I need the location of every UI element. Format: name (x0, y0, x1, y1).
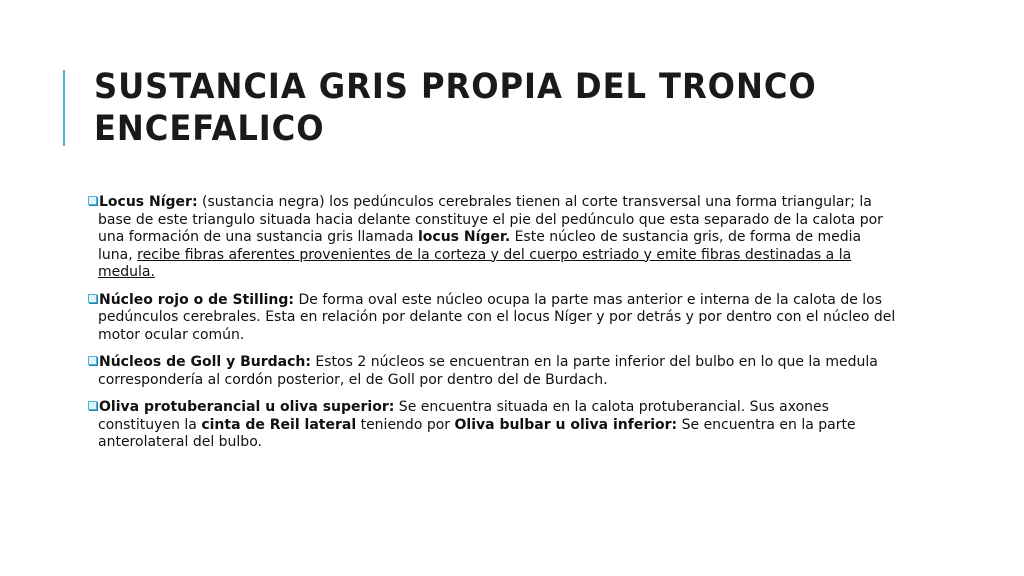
checkbox-square-icon (88, 401, 97, 410)
list-item-nucleo-rojo (88, 292, 898, 345)
item-underlined-text: recibe fibras aferentes provenientes de la corteza y del cuerpo estriado y emite fibras destinadas a la medula. (98, 246, 852, 280)
list-item-oliva (88, 399, 898, 452)
item-text: De forma oval este núcleo ocupa la parte mas anterior e interna de la calota de los pedúnculos cerebrales. Esta en relación por delante con el locus Níger y por detrás y por dentro con el núcleo del motor ocular común. (98, 291, 896, 343)
item-heading: Oliva protuberancial u oliva superior: (99, 399, 395, 415)
item-heading: Núcleo rojo o de Stilling: (99, 291, 295, 308)
item-text: Estos 2 núcleos se encuentran en la parte inferior del bulbo en lo que la medula correspondería al cordón posterior, el de Goll por dentro del de Burdach. (98, 354, 878, 388)
item-text: (sustancia negra) los pedúnculos cerebrales tienen al corte transversal una forma triangular; la base de este triangulo situada hacia delante constituye el pie del pedúnculo que esta separado de la calota por una formación de una sustancia gris llamada (98, 194, 883, 245)
checkbox-square-icon (88, 294, 97, 303)
item-bold-term: Oliva bulbar u oliva inferior: (454, 416, 678, 433)
slide-content (88, 194, 898, 462)
item-text: Este núcleo de sustancia gris, de forma de media luna, (98, 229, 862, 263)
item-bold-term: locus Níger. (417, 229, 511, 245)
title-accent-bar (63, 70, 65, 146)
item-bold-term: cinta de Reil lateral (201, 416, 357, 433)
item-text: teniendo por (356, 416, 455, 433)
checkbox-square-icon (88, 356, 97, 365)
checkbox-square-icon (88, 196, 97, 205)
item-heading: Locus Níger: (99, 194, 198, 210)
item-text: Se encuentra en la parte anterolateral del bulbo. (98, 416, 856, 450)
item-text: Se encuentra situada en la calota protuberancial. Sus axones constituyen la (98, 399, 829, 433)
list-item-goll-burdach (88, 354, 898, 389)
item-heading: Núcleos de Goll y Burdach: (99, 354, 311, 370)
list-item-locus-niger (88, 194, 898, 282)
slide-title: SUSTANCIA GRIS PROPIA DEL TRONCO ENCEFALICO (94, 67, 817, 149)
